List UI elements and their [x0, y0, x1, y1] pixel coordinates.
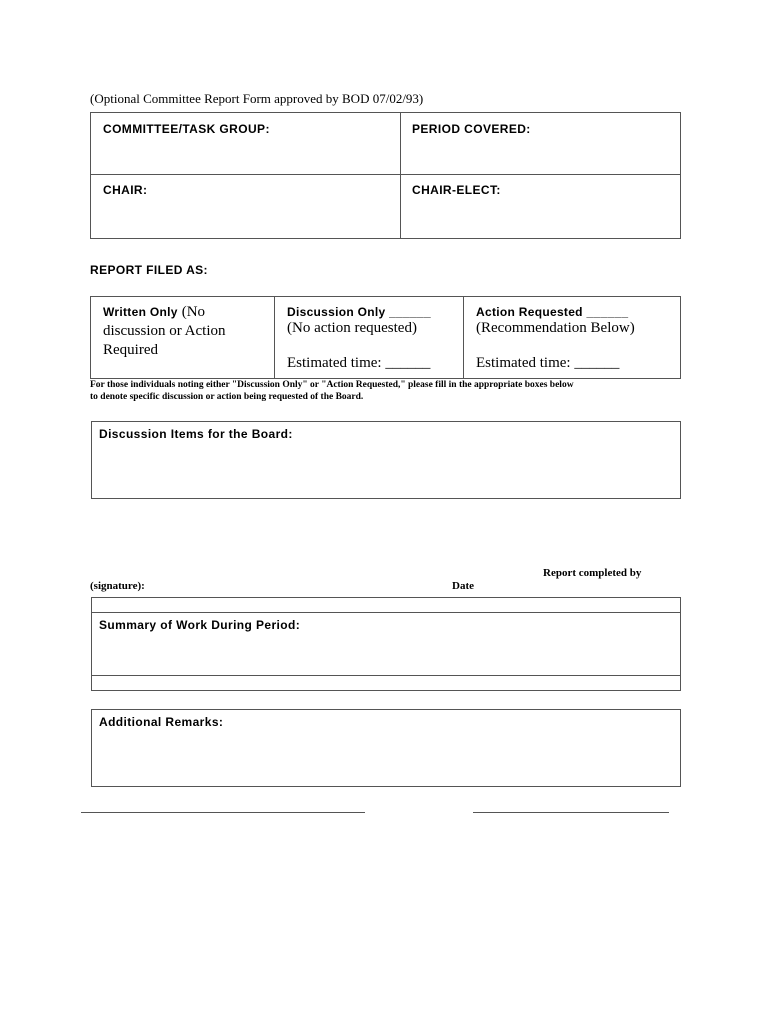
- discussion-estimated-time: Estimated time: ______: [287, 355, 431, 371]
- remarks-box[interactable]: [91, 709, 681, 787]
- action-estimated-time: Estimated time: ______: [476, 355, 620, 371]
- signature-line[interactable]: [81, 812, 365, 813]
- instructions-line1: For those individuals noting either "Discussion Only" or "Action Requested," please fill in the appropriate boxes below: [90, 380, 574, 390]
- action-requested-option[interactable]: [464, 297, 680, 378]
- discussion-only-option[interactable]: [275, 297, 462, 378]
- summary-label: Summary of Work During Period:: [99, 618, 301, 632]
- action-requested-label: Action Requested ______: [476, 305, 629, 319]
- date-line[interactable]: [473, 812, 669, 813]
- committee-field[interactable]: [91, 140, 399, 173]
- discussion-only-note: (No action requested): [287, 320, 417, 336]
- remarks-label: Additional Remarks:: [99, 715, 224, 729]
- report-completed-label: Report completed by: [543, 567, 642, 579]
- chair-elect-label: CHAIR-ELECT:: [412, 183, 501, 197]
- committee-label: COMMITTEE/TASK GROUP:: [103, 122, 270, 136]
- signature-label: (signature):: [90, 580, 145, 592]
- chair-label: CHAIR:: [103, 183, 148, 197]
- chair-field[interactable]: [91, 200, 399, 238]
- form-approval-note: (Optional Committee Report Form approved by BOD 07/02/93): [90, 91, 424, 106]
- report-filed-heading: REPORT FILED AS:: [90, 263, 208, 277]
- date-label: Date: [452, 580, 474, 592]
- summary-box[interactable]: [91, 612, 681, 676]
- info-table-row-divider: [90, 174, 681, 175]
- written-only-note-line3: Required: [103, 342, 158, 358]
- period-covered-label: PERIOD COVERED:: [412, 122, 531, 136]
- written-only-label: Written Only: [103, 305, 178, 319]
- period-covered-field[interactable]: [401, 140, 680, 173]
- discussion-only-label: Discussion Only ______: [287, 305, 432, 319]
- discussion-items-label: Discussion Items for the Board:: [99, 427, 293, 441]
- action-requested-note: (Recommendation Below): [476, 320, 635, 336]
- instructions-line2: to denote specific discussion or action being requested of the Board.: [90, 392, 364, 402]
- written-only-note: (No: [181, 304, 206, 320]
- discussion-items-box[interactable]: [91, 421, 681, 499]
- written-only-note-line2: discussion or Action: [103, 323, 226, 339]
- chair-elect-field[interactable]: [401, 200, 680, 238]
- written-only-option[interactable]: [91, 297, 273, 378]
